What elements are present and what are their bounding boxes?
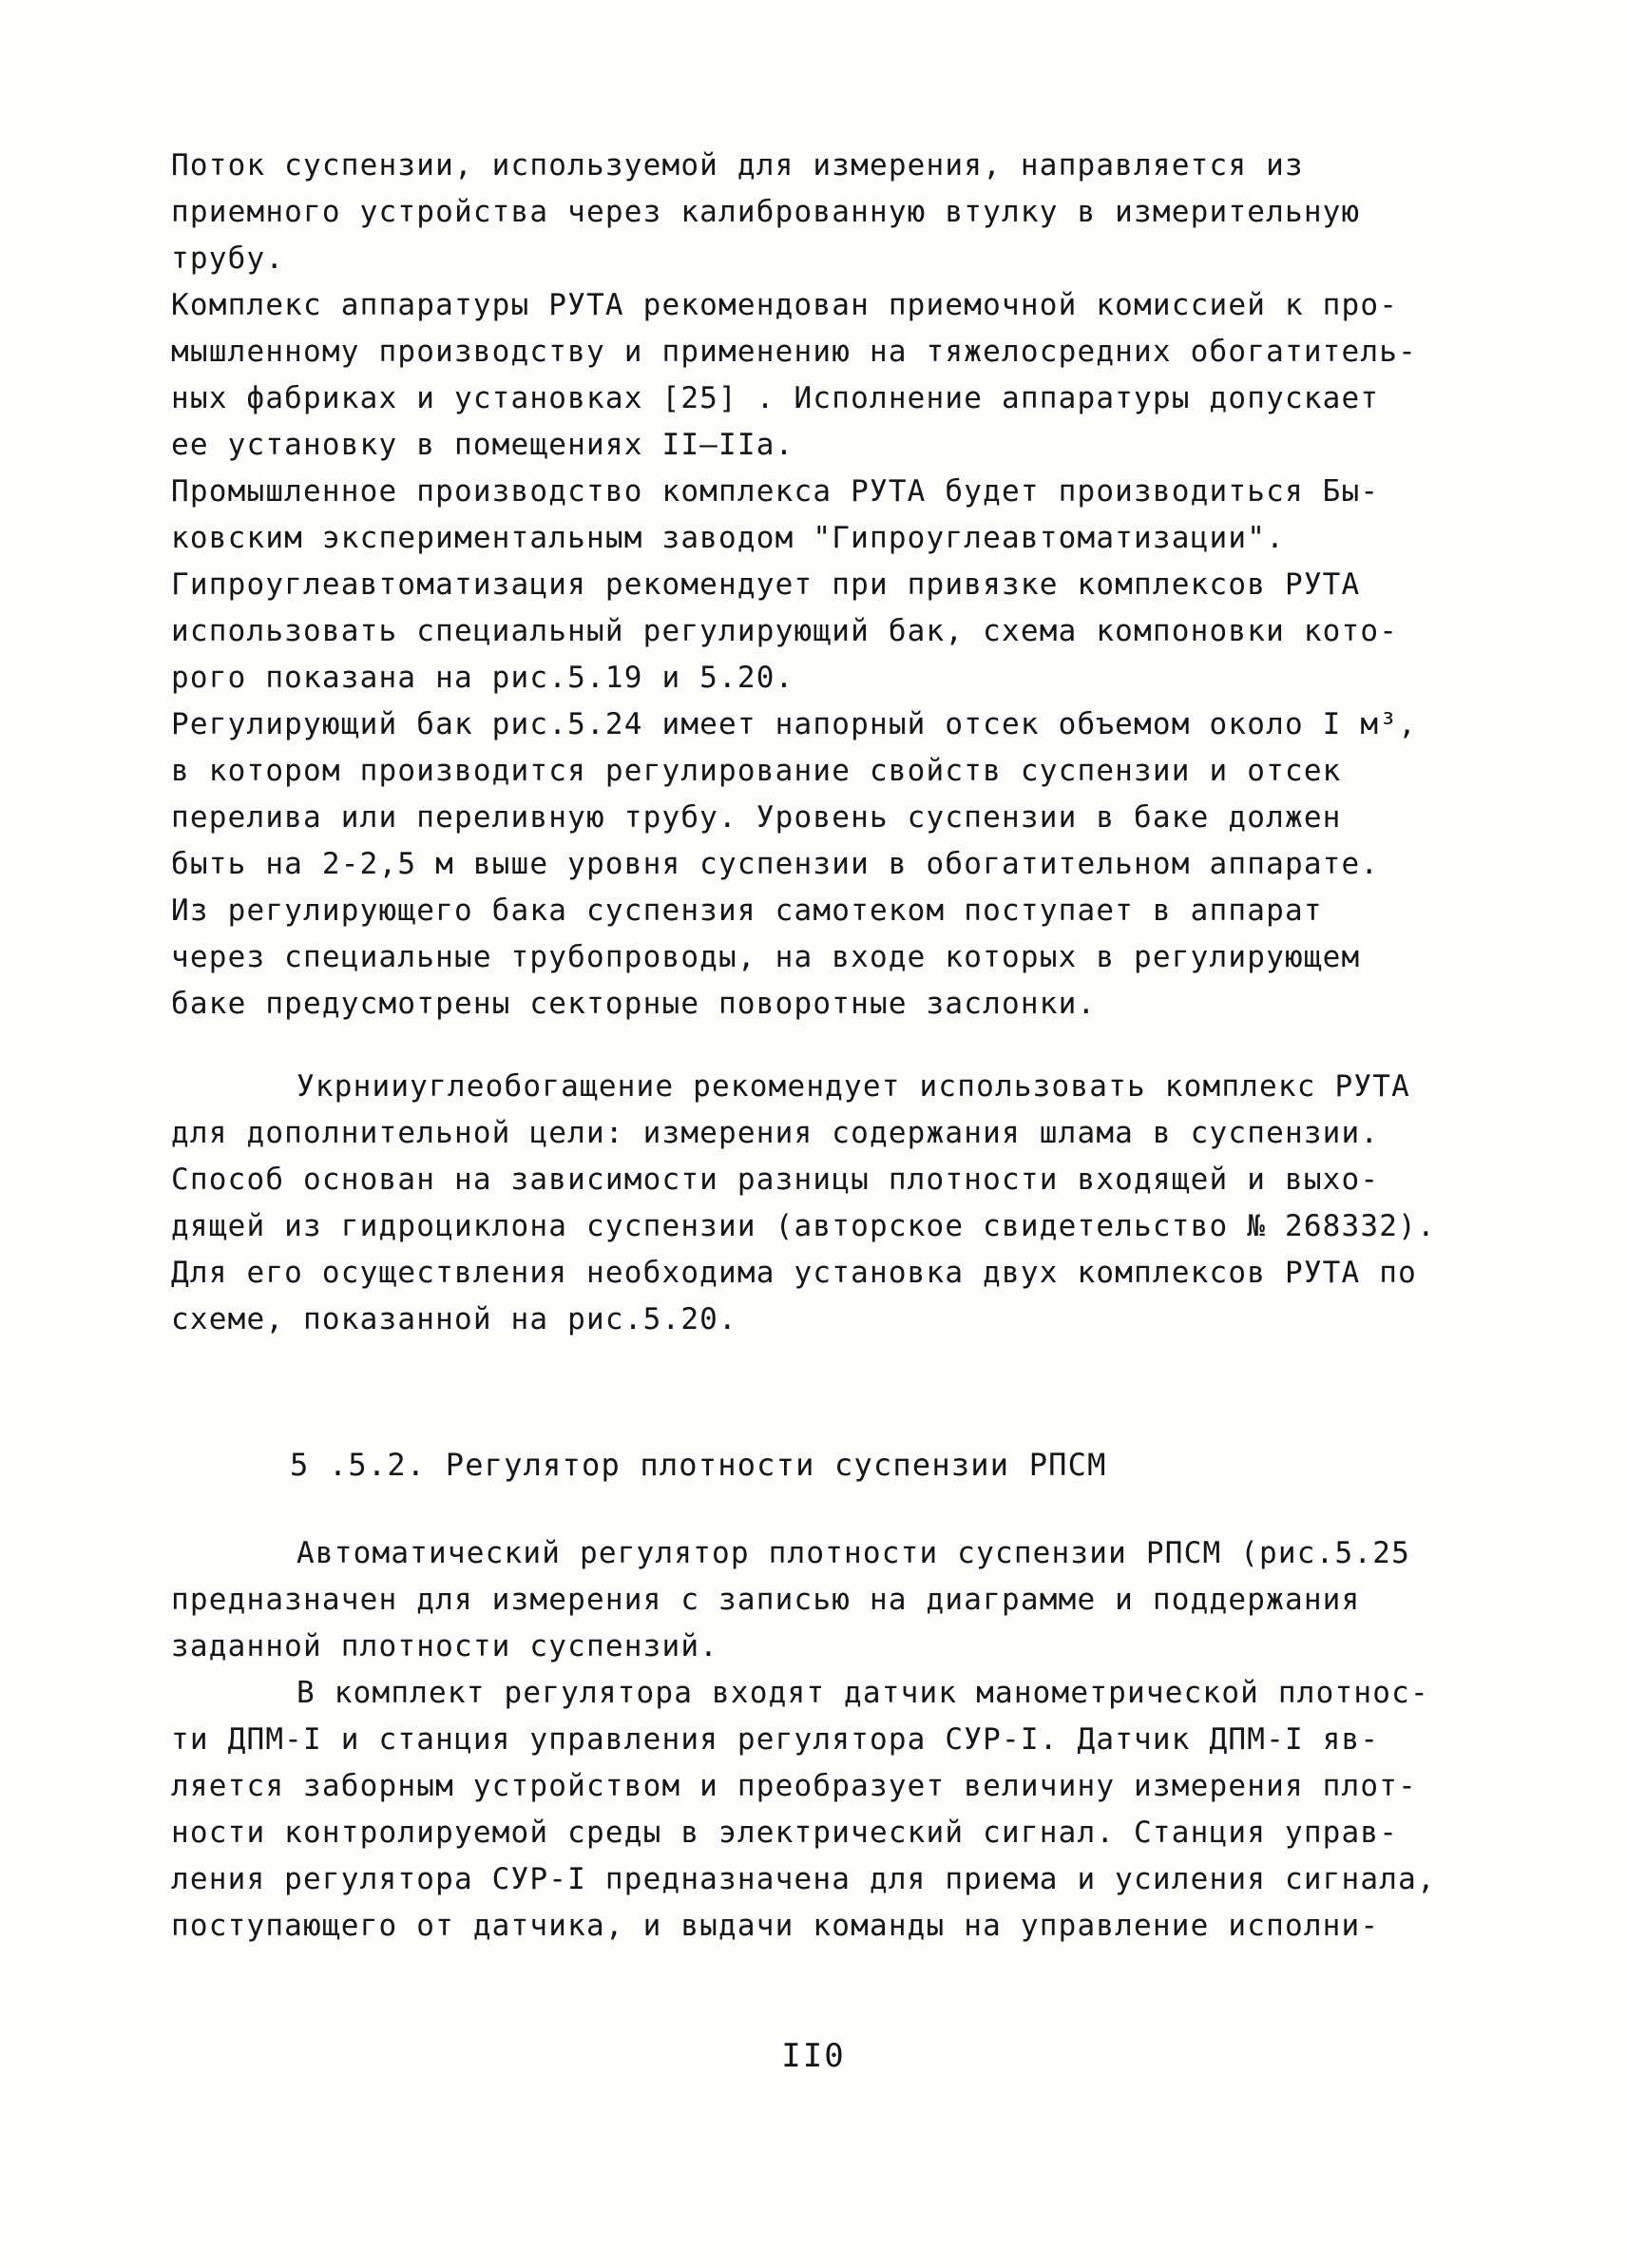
text-block-top (171, 143, 1502, 1028)
paragraph-rpsm-purpose: Автоматический регулятор плотности суспензии РПСМ (рис.5.25 предназначен для измерения с записью на диаграмме и поддержания заданной плотности суспензий. (171, 1536, 1410, 1663)
paragraph-ruta-recommended: Комплекс аппаратуры РУТА рекомендован приемочной комиссией к про- мышленному производству и применению на тяжелосредних обогатитель- ных фабриках и установках [25] . Исполнение аппаратуры допускает ее установку в помещениях II–IIа. (171, 288, 1417, 462)
text-block-ukrnii (171, 1064, 1502, 1343)
paragraph-ukrnii-recommendation: Укрнииуглеобогащение рекомендует использовать комплекс РУТА для дополнительной цели: измерения содержания шлама в суспензии. Способ основан на зависимости разницы плотности входящей и выхо- дящей из гидроциклона суспензии (авторское свидетельство № 268332). Для его осуществления необходима установка двух комплексов РУТА по схеме, показанной на рис.5.20. (171, 1069, 1436, 1336)
paragraph-ruta-production: Промышленное производство комплекса РУТА будет производиться Бы- ковским экспериментальным заводом "Гипроуглеавтоматизации". (171, 474, 1380, 555)
section-heading: 5 .5.2. Регулятор плотности суспензии РПСМ (290, 1447, 1107, 1483)
paragraph-regulating-tank-description: Регулирующий бак рис.5.24 имеет напорный отсек объемом около I м³, в котором производится регулирование свойств суспензии и отсек перелива или переливную трубу. Уровень суспензии в баке должен быть на 2-2,5 м выше уровня суспензии в обогатительном аппарате. Из регулирующего бака суспензия самотеком поступает в аппарат через специальные трубопроводы, на входе которых в регулирующем баке предусмотрены секторные поворотные заслонки. (171, 707, 1417, 1021)
paragraph-suspension-flow: Поток суспензии, используемой для измерения, направляется из приемного устройства через калиброванную втулку в измерительную трубу. (171, 148, 1361, 276)
text-block-bottom (171, 1530, 1502, 1950)
paragraph-regulating-tank-recommendation: Гипроуглеавтоматизация рекомендует при привязке комплексов РУТА использовать специальный регулирующий бак, схема компоновки кото- рого показана на рис.5.19 и 5.20. (171, 567, 1399, 695)
page-number: II0 (781, 2037, 846, 2075)
paragraph-rpsm-components: В комплект регулятора входят датчик манометрической плотнос- ти ДПМ-I и станция управления регулятора СУР-I. Датчик ДПМ-I яв- ляется заборным устройством и преобразует величину измерения плот- ности контролируемой среды в электрический сигнал. Станция управ- ления регулятора СУР-I предназначена для приема и усиления сигнала, поступающего от датчика, и выдачи команды на управление исполни- (171, 1676, 1436, 1943)
